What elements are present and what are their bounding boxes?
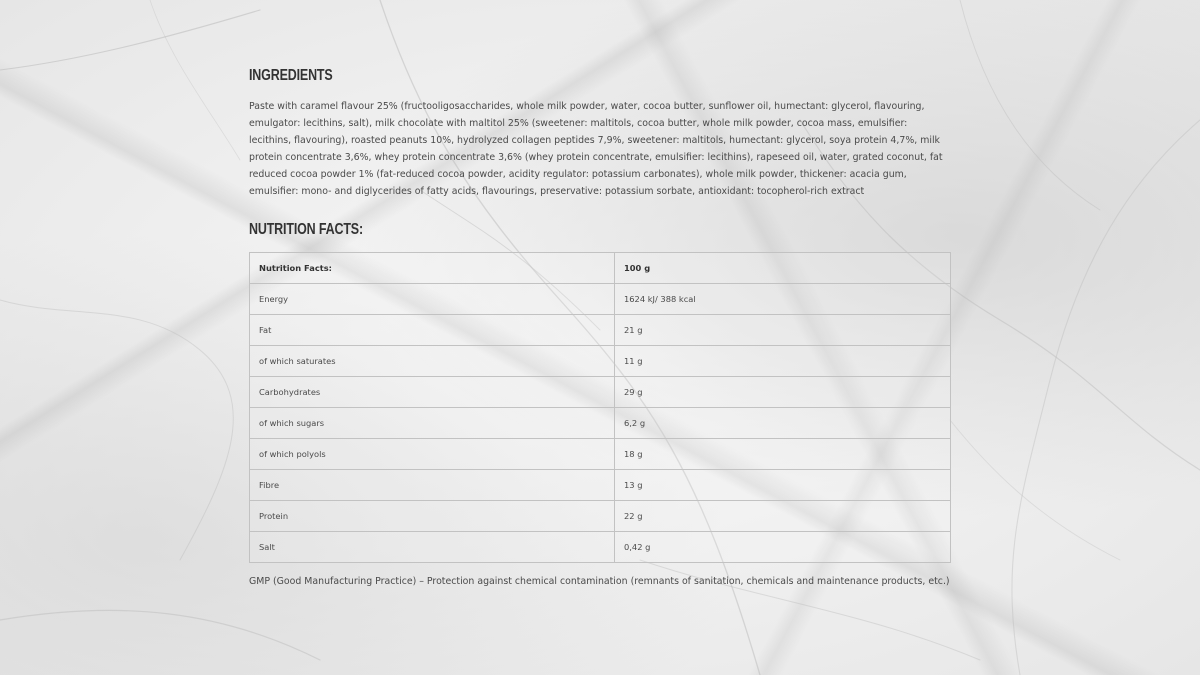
nutrient-name: of which polyols — [250, 439, 615, 470]
nutrient-name: Salt — [250, 532, 615, 563]
table-row — [250, 346, 951, 377]
table-row — [250, 501, 951, 532]
nutrient-value: 13 g — [615, 470, 951, 501]
nutrient-name: Carbohydrates — [250, 377, 615, 408]
nutrient-value: 21 g — [615, 315, 951, 346]
nutrient-value: 6,2 g — [615, 408, 951, 439]
nutrient-value: 11 g — [615, 346, 951, 377]
product-info — [249, 66, 951, 589]
nutrient-name: Energy — [250, 284, 615, 315]
table-row — [250, 284, 951, 315]
table-row — [250, 408, 951, 439]
nutrient-name: Fibre — [250, 470, 615, 501]
nutrient-name: Protein — [250, 501, 615, 532]
nutrition-header-value: 100 g — [615, 253, 951, 284]
nutrient-value: 22 g — [615, 501, 951, 532]
table-row — [250, 532, 951, 563]
table-row — [250, 315, 951, 346]
ingredients-heading: INGREDIENTS — [249, 67, 333, 84]
nutrition-table — [249, 252, 951, 563]
nutrition-facts-heading: NUTRITION FACTS: — [249, 221, 363, 238]
ingredients-text: Paste with caramel flavour 25% (fructooligosaccharides, whole milk powder, water, cocoa butter, sunflower oil, humectant: glycerol, flavouring, emulgator: lecithins, salt), milk chocolate with maltitol 25% (sweetener: maltitols, cocoa butter, whole milk powder, cocoa mass, emulsifier: lecithins, flavouring), roasted peanuts 10%, hydrolyzed collagen peptides 7,9%, sweetener: maltitols, humectant: glycerol, soya protein 4,7%, milk protein concentrate 3,6%, whey protein concentrate 3,6% (whey protein concentrate, emulsifier: lecithins), rapeseed oil, water, grated coconut, fat reduced cocoa powder 1% (fat-reduced cocoa powder, acidity regulator: potassium carbonates), whole milk powder, thickener: acacia gum, emulsifier: mono- and diglycerides of fatty acids, flavourings, preservative: potassium sorbate, antioxidant: tocopherol-rich extract — [249, 101, 943, 197]
nutrition-header-name: Nutrition Facts: — [250, 253, 615, 284]
nutrient-name: of which saturates — [250, 346, 615, 377]
nutrient-value: 29 g — [615, 377, 951, 408]
nutrient-value: 18 g — [615, 439, 951, 470]
table-row — [250, 377, 951, 408]
nutrient-name: Fat — [250, 315, 615, 346]
nutrient-value: 0,42 g — [615, 532, 951, 563]
table-row — [250, 439, 951, 470]
gmp-note: GMP (Good Manufacturing Practice) – Protection against chemical contamination (remnants of sanitation, chemicals and maintenance products, etc.) — [249, 576, 950, 587]
nutrient-name: of which sugars — [250, 408, 615, 439]
nutrition-table-header-row — [250, 253, 951, 284]
table-row — [250, 470, 951, 501]
nutrient-value: 1624 kJ/ 388 kcal — [615, 284, 951, 315]
